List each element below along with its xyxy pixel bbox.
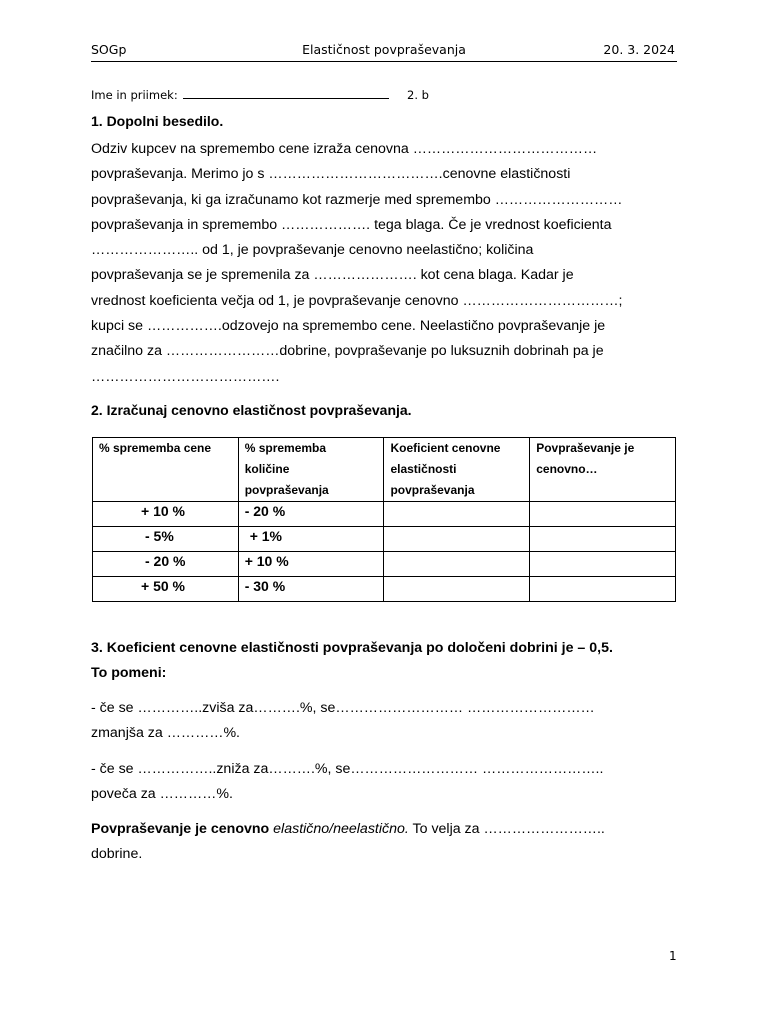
- item-line: - če se ……………..zniža za……….%, se……………………… ……………………..: [91, 761, 604, 777]
- name-blank-field[interactable]: [183, 88, 389, 99]
- price-cell: - 20 %: [93, 552, 239, 577]
- section3-item-decrease: [91, 757, 681, 808]
- elasticity-table: [92, 437, 676, 602]
- table-row: [93, 502, 676, 527]
- demand-type-cell[interactable]: [530, 577, 676, 602]
- item-line: poveča za …………%.: [91, 786, 233, 803]
- price-cell: + 50 %: [93, 577, 239, 602]
- demand-type-cell[interactable]: [530, 527, 676, 552]
- paragraph-line: ………………………………….: [91, 368, 280, 385]
- quantity-cell: + 1%: [238, 527, 384, 552]
- header-text: Koeficient cenovne: [390, 441, 501, 455]
- header-date: 20. 3. 2024: [603, 42, 675, 57]
- paragraph-line: povpraševanja. Merimo jo s ……………………………….cenovne elastičnosti: [91, 166, 571, 183]
- demand-type-cell[interactable]: [530, 502, 676, 527]
- price-cell: - 5%: [93, 527, 239, 552]
- conclusion-bold: Povpraševanje je cenovno: [91, 821, 270, 837]
- section1-paragraph: [91, 137, 681, 390]
- header-text: cenovno…: [536, 462, 598, 476]
- section1-title: 1. Dopolni besedilo.: [91, 113, 224, 129]
- paragraph-line: ………………….. od 1, je povpraševanje cenovno neelastično; količina: [91, 242, 534, 259]
- paragraph-line: vrednost koeficienta večja od 1, je povpraševanje cenovno ……………………………;: [91, 292, 623, 309]
- header-text: povpraševanja: [244, 483, 329, 497]
- paragraph-line: povpraševanja se je spremenila za …………………. kot cena blaga. Kadar je: [91, 267, 574, 284]
- header-text: % sprememba cene: [99, 441, 212, 455]
- header-text: % sprememba: [244, 441, 327, 455]
- table-row: [93, 552, 676, 577]
- demand-type-cell[interactable]: [530, 552, 676, 577]
- section3-conclusion: [91, 817, 681, 868]
- coefficient-cell[interactable]: [384, 577, 530, 602]
- header-title: Elastičnost povpraševanja: [302, 42, 466, 57]
- header-text: povpraševanja: [390, 483, 475, 497]
- item-line: zmanjša za …………%.: [91, 725, 241, 742]
- paragraph-line: povpraševanja, ki ga izračunamo kot razmerje med spremembo ………………………: [91, 191, 623, 208]
- coefficient-cell[interactable]: [384, 552, 530, 577]
- header-school: SOGp: [91, 42, 127, 57]
- section3-title-line: 3. Koeficient cenovne elastičnosti povpraševanja po določeni dobrini je – 0,5.: [91, 640, 613, 656]
- section3-title-line: To pomeni:: [91, 665, 167, 682]
- header-text: Povpraševanje je: [536, 441, 635, 455]
- name-label: Ime in priimek:: [91, 88, 178, 102]
- header-text: količine: [244, 462, 290, 476]
- conclusion-line: dobrine.: [91, 846, 143, 863]
- header-text: elastičnosti: [390, 462, 457, 476]
- table-row: [93, 577, 676, 602]
- header-coefficient: [384, 438, 530, 502]
- section3-title: [91, 636, 681, 687]
- quantity-cell: - 30 %: [238, 577, 384, 602]
- page-header: [91, 42, 677, 62]
- table-header-row: [93, 438, 676, 502]
- header-demand-type: [530, 438, 676, 502]
- conclusion-italic: elastično/neelastično.: [273, 821, 409, 837]
- page-number: 1: [669, 949, 677, 963]
- paragraph-line: kupci se …………….odzovejo na spremembo cene. Neelastično povpraševanje je: [91, 318, 606, 335]
- header-price-change: [93, 438, 239, 502]
- paragraph-line: značilno za ……………………dobrine, povpraševanje po luksuznih dobrinah pa je: [91, 343, 604, 360]
- paragraph-line: Odziv kupcev na spremembo cene izraža cenovna …………………………………: [91, 141, 598, 157]
- class-label: 2. b: [407, 88, 429, 102]
- header-quantity-change: [238, 438, 384, 502]
- name-line: [91, 88, 429, 102]
- conclusion-line: [91, 817, 681, 842]
- quantity-cell: + 10 %: [238, 552, 384, 577]
- section2-title: 2. Izračunaj cenovno elastičnost povpraševanja.: [91, 402, 412, 418]
- quantity-cell: - 20 %: [238, 502, 384, 527]
- coefficient-cell[interactable]: [384, 527, 530, 552]
- table-row: [93, 527, 676, 552]
- price-cell: + 10 %: [93, 502, 239, 527]
- section3-item-increase: [91, 696, 681, 747]
- coefficient-cell[interactable]: [384, 502, 530, 527]
- paragraph-line: povpraševanja in spremembo ………………. tega blaga. Če je vrednost koeficienta: [91, 216, 612, 233]
- conclusion-rest: To velja za ……………………..: [408, 821, 605, 837]
- item-line: - če se …………..zviša za……….%, se……………………… ………………………: [91, 700, 595, 716]
